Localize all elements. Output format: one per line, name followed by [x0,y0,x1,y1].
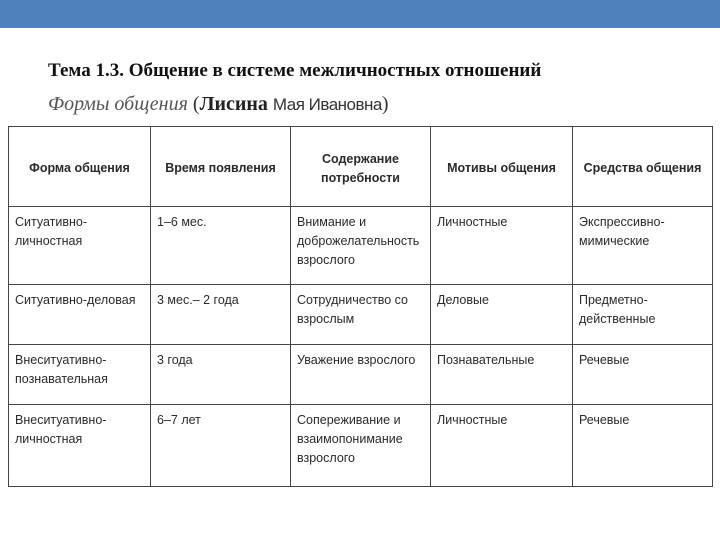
subtitle-names: Мая Ивановна [272,95,382,114]
cell-motives: Личностные [431,207,573,285]
cell-motives: Деловые [431,285,573,345]
header-motives: Мотивы общения [431,127,573,207]
cell-time: 3 года [151,345,291,405]
header-time: Время появления [151,127,291,207]
cell-need: Сопереживание и взаимопонимание взрослого [291,405,431,487]
subtitle-close-paren: ) [381,93,389,115]
cell-need: Сотрудничество со взрослым [291,285,431,345]
cell-form: Внеситуативно-личностная [9,405,151,487]
cell-need: Внимание и доброжелательность взрослого [291,207,431,285]
cell-means: Речевые [573,405,713,487]
top-accent-bar [0,0,720,28]
table-row [9,345,713,405]
cell-motives: Познавательные [431,345,573,405]
page-subtitle [48,93,389,116]
cell-means: Предметно-действенные [573,285,713,345]
cell-motives: Личностные [431,405,573,487]
subtitle-open-paren: ( [192,93,200,115]
header-form: Форма общения [9,127,151,207]
communication-forms-table [8,126,713,487]
cell-means: Экспрессивно-мимические [573,207,713,285]
cell-form: Ситуативно-личностная [9,207,151,285]
subtitle-surname: Лисина [199,93,268,115]
cell-time: 1–6 мес. [151,207,291,285]
page-title: Тема 1.3. Общение в системе межличностных отношений [48,60,542,81]
table-row [9,405,713,487]
subtitle-forms: Формы общения [48,93,188,115]
table-header-row [9,127,713,207]
cell-means: Речевые [573,345,713,405]
cell-time: 3 мес.– 2 года [151,285,291,345]
table-row [9,207,713,285]
cell-need: Уважение взрослого [291,345,431,405]
cell-form: Внеситуативно-познавательная [9,345,151,405]
cell-form: Ситуативно-деловая [9,285,151,345]
header-need: Содержание потребности [291,127,431,207]
header-means: Средства общения [573,127,713,207]
cell-time: 6–7 лет [151,405,291,487]
table-row [9,285,713,345]
